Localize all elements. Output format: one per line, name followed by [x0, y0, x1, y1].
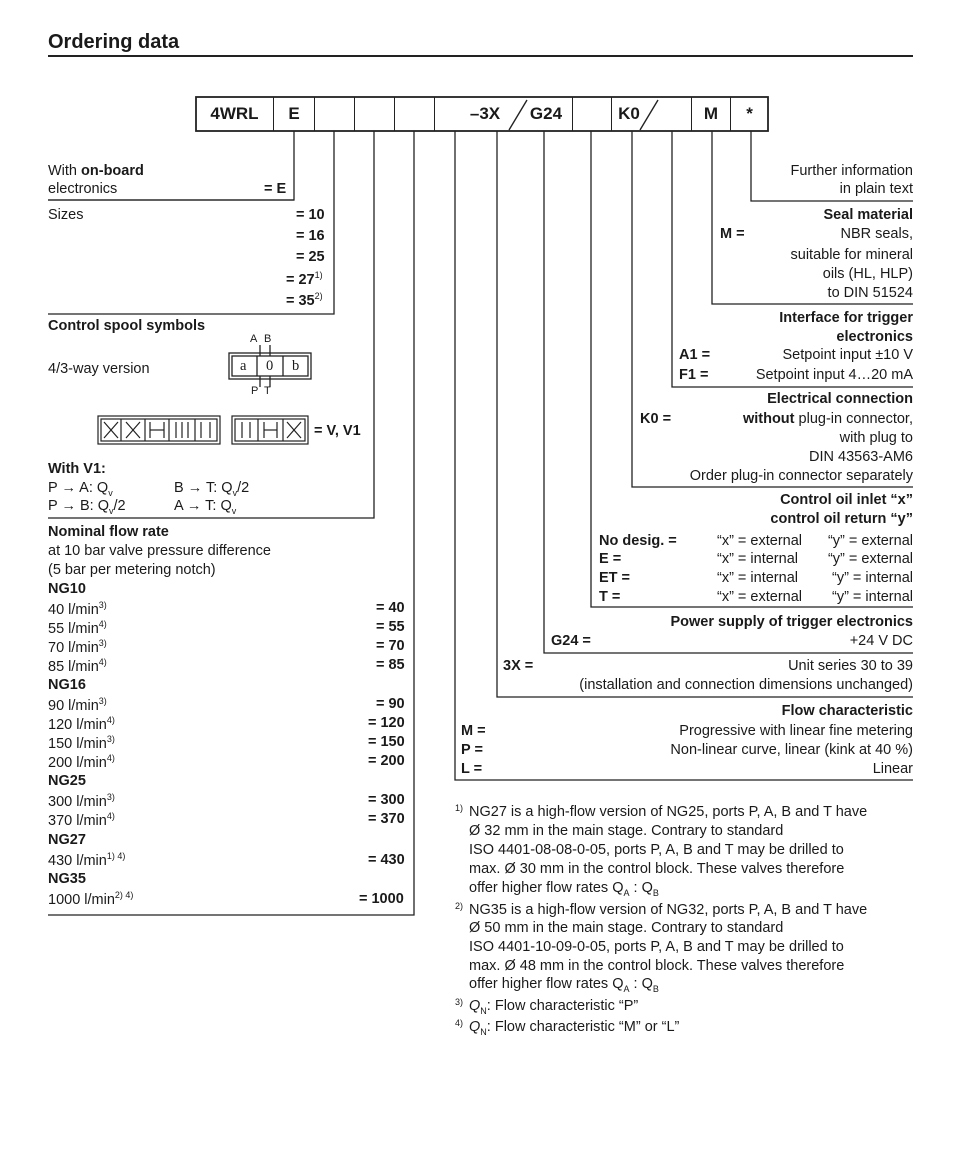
- footnote-q: Q: [469, 998, 481, 1014]
- footnote-mark: 2): [455, 901, 464, 911]
- power-title: Power supply of trigger electronics: [670, 614, 913, 630]
- flow-row-label: 1000 l/min: [48, 891, 115, 908]
- flow-char-key: P =: [461, 742, 483, 758]
- interface-text: Setpoint input ±10 V: [782, 347, 913, 363]
- v1-sub: v: [108, 505, 114, 516]
- flow-row-value: = 200: [368, 753, 405, 769]
- power-key: G24 =: [551, 633, 591, 649]
- footnote-sub: B: [652, 983, 659, 994]
- footnote-ref: 4): [106, 715, 115, 725]
- control-oil-x: “x” = internal: [717, 570, 798, 586]
- control-oil-key: ET =: [599, 570, 631, 586]
- spool-pos-b: b: [292, 358, 300, 374]
- footnote-ref: 4): [98, 619, 107, 629]
- footnote-sub: N: [480, 1005, 487, 1016]
- flow-row-label: 300 l/min: [48, 793, 107, 810]
- footnote-line: max. Ø 48 mm in the control block. These valves therefore: [469, 958, 845, 974]
- port-b-label: B: [264, 333, 272, 345]
- electrical-key: K0 =: [640, 411, 672, 427]
- code-cell-4wrl: 4WRL: [196, 97, 274, 131]
- control-oil-x: “x” = external: [717, 589, 803, 605]
- seal-title: Seal material: [823, 207, 913, 223]
- footnote-ref: 1): [314, 270, 323, 280]
- footnote-line: Ø 50 mm in the main stage. Contrary to standard: [469, 920, 784, 936]
- flow-char-key: L =: [461, 761, 483, 777]
- footnote-mark: 4): [455, 1018, 464, 1028]
- flow-row-value: = 150: [368, 734, 405, 750]
- footnote-ref: 3): [98, 600, 107, 610]
- flow-row-label: 70 l/min: [48, 639, 99, 656]
- flow-row-value: = 370: [368, 811, 405, 827]
- footnote-sub: A: [623, 983, 630, 994]
- seal-line: suitable for mineral: [790, 247, 913, 263]
- code-cell-g24: G24: [520, 97, 573, 131]
- footnote-ref: 4): [106, 811, 115, 821]
- flow-row-label: 85 l/min: [48, 658, 99, 675]
- footnote-line: : Flow characteristic “M” or “L”: [486, 1019, 680, 1035]
- sizes-label: Sizes: [48, 207, 84, 223]
- flow-row-value: = 120: [368, 715, 405, 731]
- flow-desc: (5 bar per metering notch): [48, 562, 216, 578]
- footnote-line: : Q: [629, 976, 653, 992]
- footnote-ref: 3): [106, 792, 115, 802]
- spool-pos-0: 0: [266, 358, 274, 374]
- seal-line: NBR seals,: [840, 226, 913, 242]
- code-cell-series: –3X: [469, 104, 501, 123]
- footnote-ref: 3): [106, 734, 115, 744]
- control-oil-y: “y” = internal: [832, 589, 913, 605]
- flow-group-name: NG25: [48, 773, 86, 789]
- footnote-line: max. Ø 30 mm in the control block. These valves therefore: [469, 861, 845, 877]
- control-oil-title: Control oil inlet “x”: [780, 492, 913, 508]
- power-text: +24 V DC: [849, 633, 913, 649]
- footnote-line: NG35 is a high-flow version of NG32, ports P, A, B and T have: [469, 902, 868, 918]
- footnote-ref: 3): [98, 638, 107, 648]
- interface-key: A1 =: [679, 347, 711, 363]
- flow-row-label: 370 l/min: [48, 812, 107, 829]
- electrical-line: with plug to: [839, 430, 913, 446]
- size-value: = 16: [296, 228, 325, 244]
- code-cell-spool: [355, 97, 395, 131]
- v1-sub: v: [232, 487, 238, 498]
- v1-row: B → T: Q: [174, 480, 233, 496]
- code-cell-k0: K0: [618, 104, 640, 123]
- footnote-line: ISO 4401-10-09-0-05, ports P, A, B and T may be drilled to: [469, 939, 844, 955]
- footnote-mark: 1): [455, 803, 464, 813]
- flow-char-text: Linear: [872, 761, 913, 777]
- footnote-ref: 1) 4): [106, 851, 126, 861]
- onboard-label-2: electronics: [48, 181, 118, 197]
- interface-key: F1 =: [679, 367, 709, 383]
- v1-row: P → B: Q: [48, 498, 109, 514]
- series-line: Unit series 30 to 39: [788, 658, 913, 674]
- flow-row-label: 55 l/min: [48, 620, 99, 637]
- flow-row-value: = 300: [368, 792, 405, 808]
- code-cell-flow: [395, 97, 435, 131]
- flow-row-value: = 85: [376, 657, 405, 673]
- onboard-value: = E: [264, 181, 287, 197]
- onboard-label-a: With: [48, 163, 82, 179]
- flow-row-label: 430 l/min: [48, 852, 107, 869]
- control-oil-title: control oil return “y”: [770, 511, 913, 527]
- footnote-q: Q: [469, 1019, 481, 1035]
- port-a-label: A: [250, 333, 258, 345]
- seal-key: M =: [720, 226, 745, 242]
- flow-row-value: = 1000: [359, 891, 404, 907]
- interface-text: Setpoint input 4…20 mA: [755, 367, 913, 383]
- flow-row-label: 200 l/min: [48, 754, 107, 771]
- port-t-label: T: [264, 385, 271, 397]
- flow-group-name: NG16: [48, 677, 86, 693]
- control-oil-key: T =: [599, 589, 621, 605]
- spool-variant-symbols: [98, 416, 308, 444]
- flow-row-value: = 90: [376, 696, 405, 712]
- spool-version: 4/3-way version: [48, 361, 150, 377]
- footnote-line: : Flow characteristic “P”: [486, 998, 639, 1014]
- flow-row-value: = 430: [368, 852, 405, 868]
- footnote-line: ISO 4401-08-08-0-05, ports P, A, B and T may be drilled to: [469, 842, 844, 858]
- flow-row-label: 90 l/min: [48, 697, 99, 714]
- footnote-ref: 4): [98, 657, 107, 667]
- flow-row-label: 150 l/min: [48, 735, 107, 752]
- footnote-line: : Q: [629, 880, 653, 896]
- code-cell-m: M: [692, 97, 731, 131]
- flow-char-text: Non-linear curve, linear (kink at 40 %): [670, 742, 913, 758]
- further-info-line: Further information: [790, 163, 913, 179]
- flow-char-key: M =: [461, 723, 486, 739]
- size-value: = 27: [286, 271, 315, 288]
- series-key: 3X =: [503, 658, 534, 674]
- v1-title: With V1:: [48, 461, 106, 477]
- control-oil-y: “y” = external: [827, 533, 913, 549]
- footnote-line: offer higher flow rates Q: [469, 976, 624, 992]
- v1-row: P → A: Q: [48, 480, 109, 496]
- seal-line: oils (HL, HLP): [822, 266, 913, 282]
- electrical-bold: without: [742, 411, 795, 427]
- footnote-sub: B: [652, 887, 659, 898]
- flow-char-title: Flow characteristic: [781, 703, 913, 719]
- code-cell-ctrl-oil: [573, 97, 612, 131]
- interface-title: Interface for trigger: [779, 310, 913, 326]
- control-oil-y: “y” = external: [827, 551, 913, 567]
- footnote-ref: 2) 4): [114, 890, 134, 900]
- control-oil-x: “x” = external: [717, 533, 803, 549]
- flow-desc: at 10 bar valve pressure difference: [48, 543, 272, 559]
- footnote-ref: 3): [98, 696, 107, 706]
- code-cell-e: E: [274, 97, 315, 131]
- flow-char-text: Progressive with linear fine metering: [679, 723, 913, 739]
- control-oil-key: No desig. =: [599, 533, 677, 549]
- flow-row-value: = 70: [376, 638, 405, 654]
- electrical-line: plug-in connector,: [794, 411, 913, 427]
- v1-sub: v: [231, 505, 237, 516]
- v1-tail: /2: [237, 480, 250, 496]
- flow-row-value: = 55: [376, 619, 405, 635]
- electrical-line: DIN 43563-AM6: [809, 449, 913, 465]
- footnote-ref: 4): [106, 753, 115, 763]
- v1-tail: /2: [113, 498, 126, 514]
- page-title: Ordering data: [48, 31, 180, 53]
- onboard-label-b: on-board: [81, 163, 144, 179]
- flow-row-label: 40 l/min: [48, 601, 99, 618]
- footnote-mark: 3): [455, 997, 464, 1007]
- seal-line: to DIN 51524: [827, 285, 913, 301]
- control-oil-x: “x” = internal: [717, 551, 798, 567]
- port-p-label: P: [251, 385, 259, 397]
- flow-row-label: 120 l/min: [48, 716, 107, 733]
- size-value: = 25: [296, 249, 325, 265]
- flow-group-name: NG10: [48, 581, 86, 597]
- spool-value: = V, V1: [314, 423, 361, 439]
- footnote-line: Ø 32 mm in the main stage. Contrary to standard: [469, 823, 784, 839]
- control-oil-y: “y” = internal: [832, 570, 913, 586]
- electrical-line: Order plug-in connector separately: [689, 468, 913, 484]
- flow-row-value: = 40: [376, 600, 405, 616]
- v1-sub: v: [108, 487, 113, 498]
- code-cell-size: [315, 97, 355, 131]
- flow-group-name: NG35: [48, 871, 86, 887]
- series-line: (installation and connection dimensions unchanged): [579, 677, 913, 693]
- interface-title: electronics: [836, 329, 913, 345]
- v1-row: A → T: Q: [174, 498, 232, 514]
- footnote-ref: 2): [314, 291, 323, 301]
- size-value: = 35: [286, 292, 315, 309]
- code-cell-flowchar: [435, 97, 460, 131]
- flow-title: Nominal flow rate: [48, 524, 169, 540]
- code-cell-star: *: [746, 104, 753, 123]
- footnote-sub: N: [480, 1026, 487, 1037]
- footnote-line: offer higher flow rates Q: [469, 880, 624, 896]
- control-oil-key: E =: [599, 551, 622, 567]
- spool-title: Control spool symbols: [48, 318, 206, 334]
- size-value: = 10: [296, 207, 325, 223]
- electrical-title: Electrical connection: [767, 391, 913, 407]
- code-cell-interface: [650, 97, 692, 131]
- footnote-line: NG27 is a high-flow version of NG25, ports P, A, B and T have: [469, 804, 868, 820]
- flow-group-name: NG27: [48, 832, 86, 848]
- further-info-line: in plain text: [839, 181, 913, 197]
- spool-pos-a: a: [240, 358, 247, 374]
- footnote-sub: A: [623, 887, 630, 898]
